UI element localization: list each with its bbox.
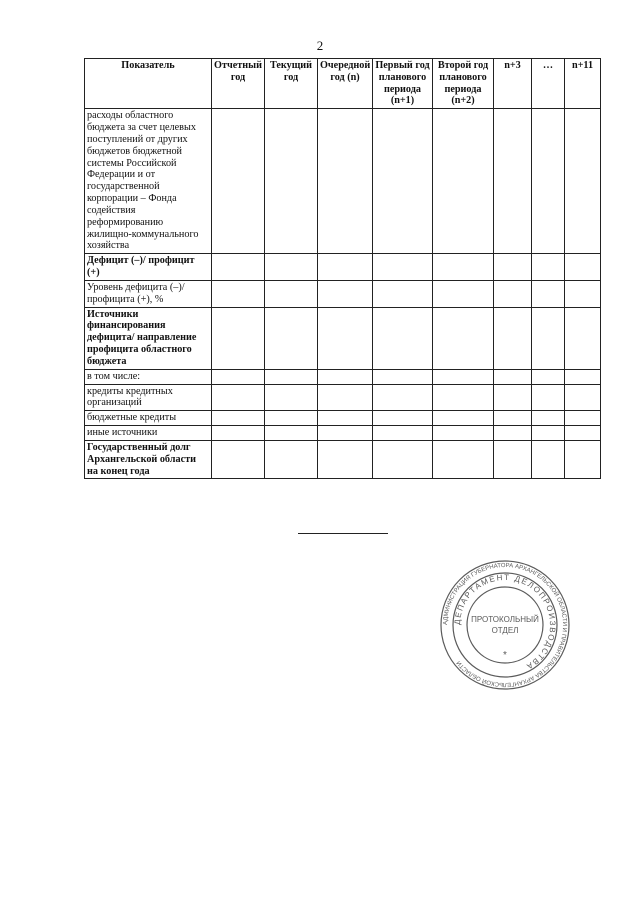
stamp-center-line-1: ПРОТОКОЛЬНЫЙ xyxy=(471,615,539,624)
table-cell xyxy=(212,254,265,281)
table-cell xyxy=(212,411,265,426)
table-row xyxy=(85,254,601,281)
table-cell xyxy=(433,426,494,441)
table-cell xyxy=(373,369,433,384)
column-header: … xyxy=(532,59,565,109)
table-cell xyxy=(433,109,494,254)
table-cell xyxy=(212,307,265,369)
column-header: Первый год планового периода (n+1) xyxy=(373,59,433,109)
table-row xyxy=(85,109,601,254)
table-cell xyxy=(494,280,532,307)
budget-indicators-table xyxy=(84,58,601,479)
column-header: Очередной год (n) xyxy=(318,59,373,109)
table-cell xyxy=(494,384,532,411)
table-cell xyxy=(494,109,532,254)
table-cell xyxy=(565,440,601,478)
table-cell xyxy=(318,254,373,281)
table-cell xyxy=(565,109,601,254)
table-cell xyxy=(532,426,565,441)
table-cell xyxy=(318,384,373,411)
table-cell xyxy=(265,307,318,369)
row-label: в том числе: xyxy=(85,369,212,384)
table-cell xyxy=(532,109,565,254)
table-cell xyxy=(494,254,532,281)
table-cell xyxy=(373,384,433,411)
stamp-inner-textpath: ДЕПАРТАМЕНТ ДЕЛОПРОИЗВОДСТВА xyxy=(452,572,558,672)
table-cell xyxy=(494,440,532,478)
page-number: 2 xyxy=(316,38,324,53)
table-cell xyxy=(532,307,565,369)
column-header: Показатель xyxy=(85,59,212,109)
row-label: Дефицит (–)/ профицит (+) xyxy=(85,254,212,281)
table-cell xyxy=(373,440,433,478)
table-row xyxy=(85,426,601,441)
table-cell xyxy=(318,369,373,384)
table-cell xyxy=(532,369,565,384)
table-cell xyxy=(265,109,318,254)
table-cell xyxy=(494,369,532,384)
row-label: расходы областного бюджета за счет целевых поступлений от других бюджетов бюджетной системы Российской Федерации и от государственной корпорации – Фонда содействия реформированию жилищно-коммунального хозяйства xyxy=(85,109,212,254)
table-cell xyxy=(433,307,494,369)
table-cell xyxy=(532,280,565,307)
table-cell xyxy=(318,109,373,254)
table-cell xyxy=(265,254,318,281)
table-cell xyxy=(373,307,433,369)
table-cell xyxy=(318,426,373,441)
table-row xyxy=(85,440,601,478)
table-cell xyxy=(318,440,373,478)
table-cell xyxy=(494,307,532,369)
table-cell xyxy=(265,426,318,441)
stamp-star: * xyxy=(503,650,507,661)
protocol-department-stamp xyxy=(440,560,570,690)
table-cell xyxy=(433,369,494,384)
table-cell xyxy=(532,254,565,281)
table-cell xyxy=(265,280,318,307)
table-cell xyxy=(212,426,265,441)
table-cell xyxy=(433,254,494,281)
table-cell xyxy=(494,426,532,441)
closing-rule xyxy=(298,533,388,534)
table-cell xyxy=(212,369,265,384)
table-cell xyxy=(565,307,601,369)
table-cell xyxy=(212,384,265,411)
table-cell xyxy=(318,411,373,426)
stamp-outer-textpath: АДМИНИСТРАЦИЯ ГУБЕРНАТОРА АРХАНГЕЛЬСКОЙ ОБЛАСТИ И ПРАВИТЕЛЬСТВА АРХАНГЕЛЬСКОЙ ОБЛАСТИ xyxy=(442,562,568,688)
table-row xyxy=(85,369,601,384)
table-cell xyxy=(565,411,601,426)
table-cell xyxy=(318,307,373,369)
table-cell xyxy=(265,384,318,411)
table-cell xyxy=(433,384,494,411)
stamp-center-line-2: ОТДЕЛ xyxy=(491,626,519,635)
table-cell xyxy=(212,280,265,307)
table-cell xyxy=(494,411,532,426)
table-cell xyxy=(532,411,565,426)
table-cell xyxy=(565,369,601,384)
table-cell xyxy=(532,440,565,478)
table-cell xyxy=(373,254,433,281)
column-header: Второй год планового периода (n+2) xyxy=(433,59,494,109)
table-cell xyxy=(565,280,601,307)
row-label: кредиты кредитных организаций xyxy=(85,384,212,411)
table-cell xyxy=(532,384,565,411)
row-label: Источники финансирования дефицита/ направление профицита областного бюджета xyxy=(85,307,212,369)
table-cell xyxy=(373,426,433,441)
table-row xyxy=(85,307,601,369)
table-cell xyxy=(565,254,601,281)
table-cell xyxy=(373,280,433,307)
table-row xyxy=(85,411,601,426)
column-header: Текущий год xyxy=(265,59,318,109)
table-cell xyxy=(265,369,318,384)
table-row xyxy=(85,280,601,307)
table-cell xyxy=(212,440,265,478)
row-label: Уровень дефицита (–)/ профицита (+), % xyxy=(85,280,212,307)
table-cell xyxy=(565,384,601,411)
table-cell xyxy=(265,411,318,426)
table-header-row xyxy=(85,59,601,109)
column-header: n+3 xyxy=(494,59,532,109)
row-label: иные источники xyxy=(85,426,212,441)
table-cell xyxy=(565,426,601,441)
table-cell xyxy=(265,440,318,478)
table-cell xyxy=(373,109,433,254)
column-header: Отчетный год xyxy=(212,59,265,109)
column-header: n+11 xyxy=(565,59,601,109)
table-row xyxy=(85,384,601,411)
table-cell xyxy=(433,440,494,478)
table-cell xyxy=(373,411,433,426)
table-cell xyxy=(318,280,373,307)
table-cell xyxy=(212,109,265,254)
row-label: бюджетные кредиты xyxy=(85,411,212,426)
table-cell xyxy=(433,280,494,307)
table-cell xyxy=(433,411,494,426)
row-label: Государственный долг Архангельской области на конец года xyxy=(85,440,212,478)
